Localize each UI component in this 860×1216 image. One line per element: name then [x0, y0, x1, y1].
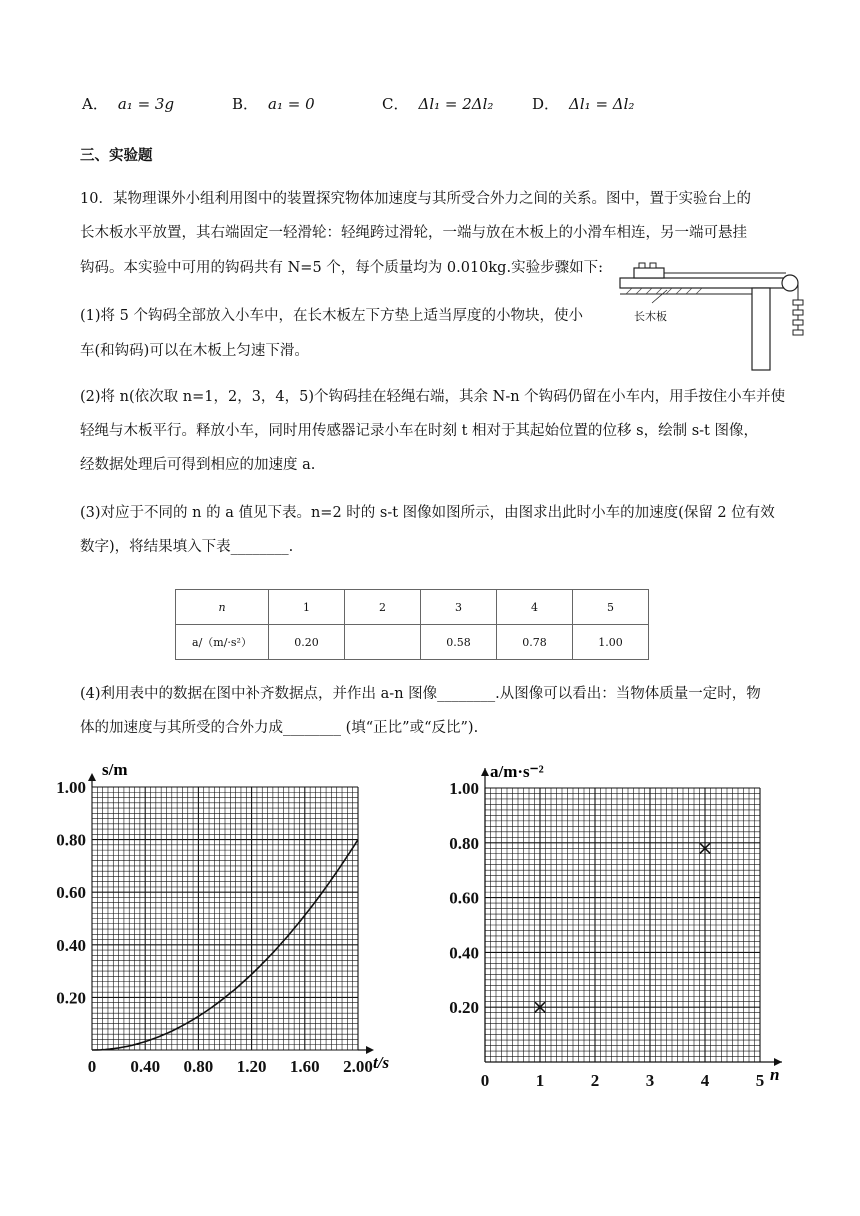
x-axis-label: t/s — [373, 1053, 390, 1072]
x-tick-label: 0.80 — [183, 1057, 214, 1076]
question-line: 数字)，将结果填入下表________. — [80, 539, 294, 555]
question-line: 经数据处理后可得到相应的加速度 a. — [80, 457, 316, 473]
option-expr: a₁ = 0 — [268, 95, 315, 113]
apparatus-label: 长木板 — [634, 310, 667, 323]
question-line: (4)利用表中的数据在图中补齐数据点，并作出 a-n 图像________.从图像可以看出：当物体质量一定时，物 — [80, 686, 761, 702]
table-cell: 3 — [421, 590, 497, 625]
question-line: 长木板水平放置，其右端固定一轻滑轮：轻绳跨过滑轮，一端与放在木板上的小滑车相连，另一端可悬挂 — [80, 225, 747, 241]
y-tick-label: 0.20 — [449, 998, 479, 1018]
y-tick-label: 1.00 — [449, 779, 479, 798]
question-line: 体的加速度与其所受的合外力成________ (填“正比”或“反比”). — [80, 720, 479, 736]
option-d — [532, 93, 634, 114]
x-tick-label: 5 — [755, 1071, 765, 1090]
option-b — [232, 93, 315, 114]
table-cell: 2 — [345, 590, 421, 625]
apparatus-figure — [612, 258, 812, 373]
table-cell — [345, 625, 421, 660]
x-tick-label: 1.20 — [236, 1057, 267, 1076]
x-tick-label: 0 — [87, 1057, 97, 1076]
question-line: 10．某物理课外小组利用图中的装置探究物体加速度与其所受合外力之间的关系。图中，置于实验台上的 — [80, 191, 751, 207]
question-line: (1)将 5 个钩码全部放入小车中，在长木板左下方垫上适当厚度的小物块，使小 — [80, 308, 583, 324]
y-tick-label: 0.40 — [449, 943, 479, 963]
x-tick-label: 4 — [700, 1071, 710, 1090]
option-expr: a₁ = 3g — [117, 95, 175, 113]
option-letter: A． — [82, 95, 108, 113]
y-axis-label: a/m·s⁻² — [490, 762, 544, 781]
table-cell: 1 — [269, 590, 345, 625]
y-tick-label: 0.40 — [56, 935, 86, 955]
x-tick-label: 0 — [480, 1071, 490, 1090]
x-tick-label: 2 — [590, 1071, 600, 1090]
option-letter: B． — [232, 95, 259, 113]
table-cell: 4 — [497, 590, 573, 625]
question-line: 轻绳与木板平行。释放小车，同时用传感器记录小车在时刻 t 相对于其起始位置的位移 s，绘制 s-t 图像， — [80, 423, 758, 439]
table-cell: a/（m/·s²） — [176, 625, 269, 660]
table-cell: 0.20 — [269, 625, 345, 660]
question-line: (3)对应于不同的 n 的 a 值见下表。n=2 时的 s-t 图像如图所示，由图求出此时小车的加速度(保留 2 位有效 — [80, 505, 775, 521]
option-letter: C． — [382, 95, 409, 113]
data-table — [175, 589, 649, 660]
option-c — [382, 93, 493, 114]
x-tick-label: 0.40 — [130, 1057, 161, 1076]
table-row — [176, 590, 649, 625]
x-tick-label: 1 — [535, 1071, 545, 1090]
y-tick-label: 0.60 — [56, 883, 86, 903]
table-cell: 5 — [573, 590, 649, 625]
option-expr: Δl₁ = Δl₂ — [569, 95, 635, 113]
table-cell: 1.00 — [573, 625, 649, 660]
y-tick-label: 0.80 — [449, 833, 479, 853]
y-tick-label: 0.60 — [449, 888, 479, 908]
s-t-chart — [40, 755, 410, 1085]
x-tick-label: 3 — [645, 1071, 655, 1090]
a-n-chart — [440, 755, 820, 1090]
table-row — [176, 625, 649, 660]
y-tick-label: 0.80 — [56, 830, 86, 850]
option-a — [82, 93, 174, 114]
x-axis-label: n — [770, 1065, 780, 1084]
x-tick-label: 1.60 — [289, 1057, 320, 1076]
section-title: 三、实验题 — [80, 147, 153, 164]
y-axis-label: s/m — [102, 760, 128, 779]
table-cell: n — [176, 590, 269, 625]
option-letter: D． — [532, 95, 560, 113]
table-cell: 0.58 — [421, 625, 497, 660]
question-line: 钩码。本实验中可用的钩码共有 N=5 个，每个质量均为 0.010kg.实验步骤如下: — [80, 260, 603, 276]
y-tick-label: 0.20 — [56, 988, 86, 1008]
y-tick-label: 1.00 — [56, 778, 86, 797]
question-line: 车(和钩码)可以在木板上匀速下滑。 — [80, 343, 309, 359]
x-tick-label: 2.00 — [343, 1057, 373, 1076]
table-cell: 0.78 — [497, 625, 573, 660]
option-expr: Δl₁ = 2Δl₂ — [418, 95, 494, 113]
question-line: (2)将 n(依次取 n=1，2，3，4，5)个钩码挂在轻绳右端，其余 N-n 个钩码仍留在小车内，用手按住小车并使 — [80, 389, 786, 405]
